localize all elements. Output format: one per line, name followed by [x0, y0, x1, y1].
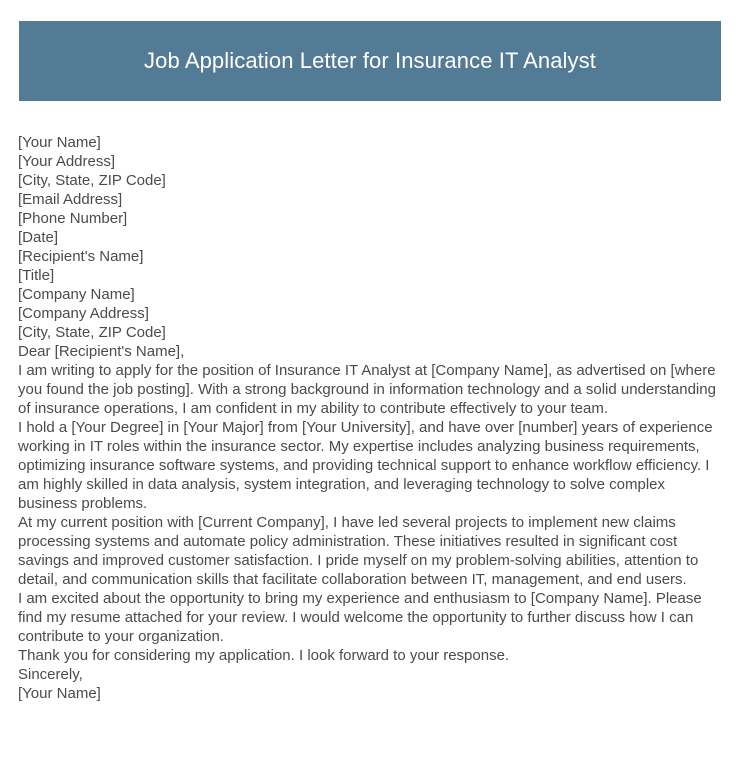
- letter-line: At my current position with [Current Company], I have led several projects to implement new claims processing systems and automate policy administration. These initiatives resulted in significant cost savings and improved customer satisfaction. I pride myself on my problem-solving abilities, attention to detail, and communication skills that facilitate collaboration between IT, management, and end users.: [18, 514, 703, 588]
- letter-line: [Phone Number]: [18, 210, 128, 227]
- letter-line: [Your Name]: [18, 134, 101, 151]
- letter-line: [City, State, ZIP Code]: [18, 324, 166, 341]
- letter-line: [Email Address]: [18, 191, 123, 208]
- letter-header-banner: [19, 21, 721, 101]
- letter-line: I am excited about the opportunity to bring my experience and enthusiasm to [Company Name]. Please find my resume attached for your review. I would welcome the opportunity to further discuss how I can contribute to your organization.: [18, 590, 706, 645]
- letter-line: [Company Name]: [18, 286, 135, 303]
- letter-line: Sincerely,: [18, 666, 83, 683]
- letter-line: [Recipient's Name]: [18, 248, 144, 265]
- letter-line: I hold a [Your Degree] in [Your Major] from [Your University], and have over [number] years of experience working in IT roles within the insurance sector. My expertise includes analyzing business requirements, optimizing insurance software systems, and providing technical support to enhance workflow efficiency. I am highly skilled in data analysis, system integration, and leveraging technology to solve complex business problems.: [18, 419, 717, 512]
- letter-body: [18, 133, 722, 703]
- letter-line: [City, State, ZIP Code]: [18, 172, 166, 189]
- letter-line: Thank you for considering my application. I look forward to your response.: [18, 647, 510, 664]
- letter-line: [Your Address]: [18, 153, 116, 170]
- letter-line: Dear [Recipient's Name],: [18, 343, 185, 360]
- letter-line: [Your Name]: [18, 685, 101, 702]
- letter-line: [Date]: [18, 229, 59, 246]
- page-title: Job Application Letter for Insurance IT Analyst: [144, 48, 596, 73]
- letter-line: [Title]: [18, 267, 55, 284]
- letter-line: [Company Address]: [18, 305, 149, 322]
- letter-line: I am writing to apply for the position of Insurance IT Analyst at [Company Name], as advertised on [where you found the job posting]. With a strong background in information technology and a solid understanding of insurance operations, I am confident in my ability to contribute effectively to your team.: [18, 362, 721, 417]
